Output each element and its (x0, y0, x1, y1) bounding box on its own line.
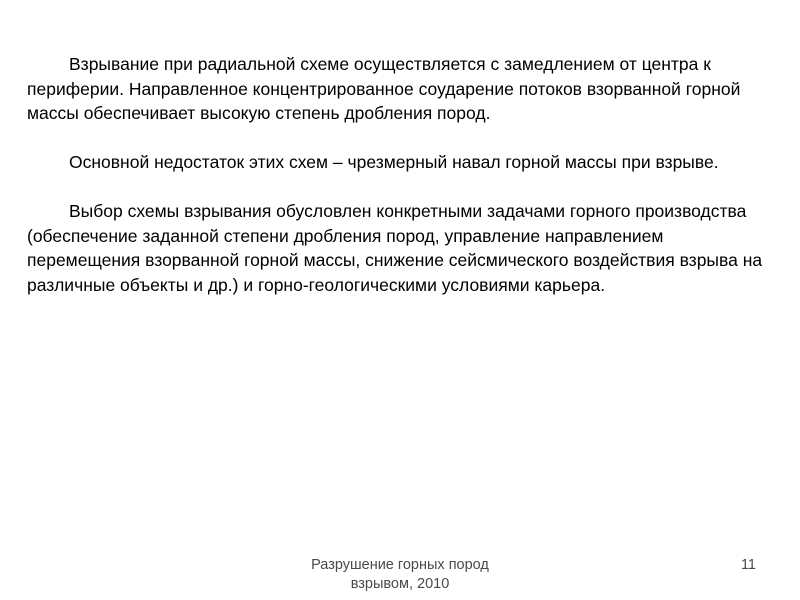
paragraph-main-drawback: Основной недостаток этих схем – чрезмерный навал горной массы при взрыве. (69, 152, 719, 172)
paragraph-spacer (27, 175, 777, 200)
paragraph-scheme-choice: Выбор схемы взрывания обусловлен конкретными задачами горного производства (обеспечение заданной степени дробления пород, управление направлением перемещения взорванной горной массы, снижение сейсмического воздействия взрыва на различные объекты и др.) и горно-геологическими условиями карьера. (27, 201, 763, 295)
paragraph-spacer (27, 126, 777, 151)
footer-caption (280, 556, 520, 594)
slide-body (27, 52, 777, 297)
page-number: 11 (740, 557, 756, 573)
footer-line-year: взрывом, 2010 (350, 576, 450, 592)
footer-line-title: Разрушение горных пород (311, 557, 489, 573)
paragraph-radial-scheme: Взрывание при радиальной схеме осуществляется с замедлением от центра к периферии. Направленное концентрированное соударение потоков взорванной горной массы обеспечивает высокую степень дробления пород. (27, 54, 741, 123)
